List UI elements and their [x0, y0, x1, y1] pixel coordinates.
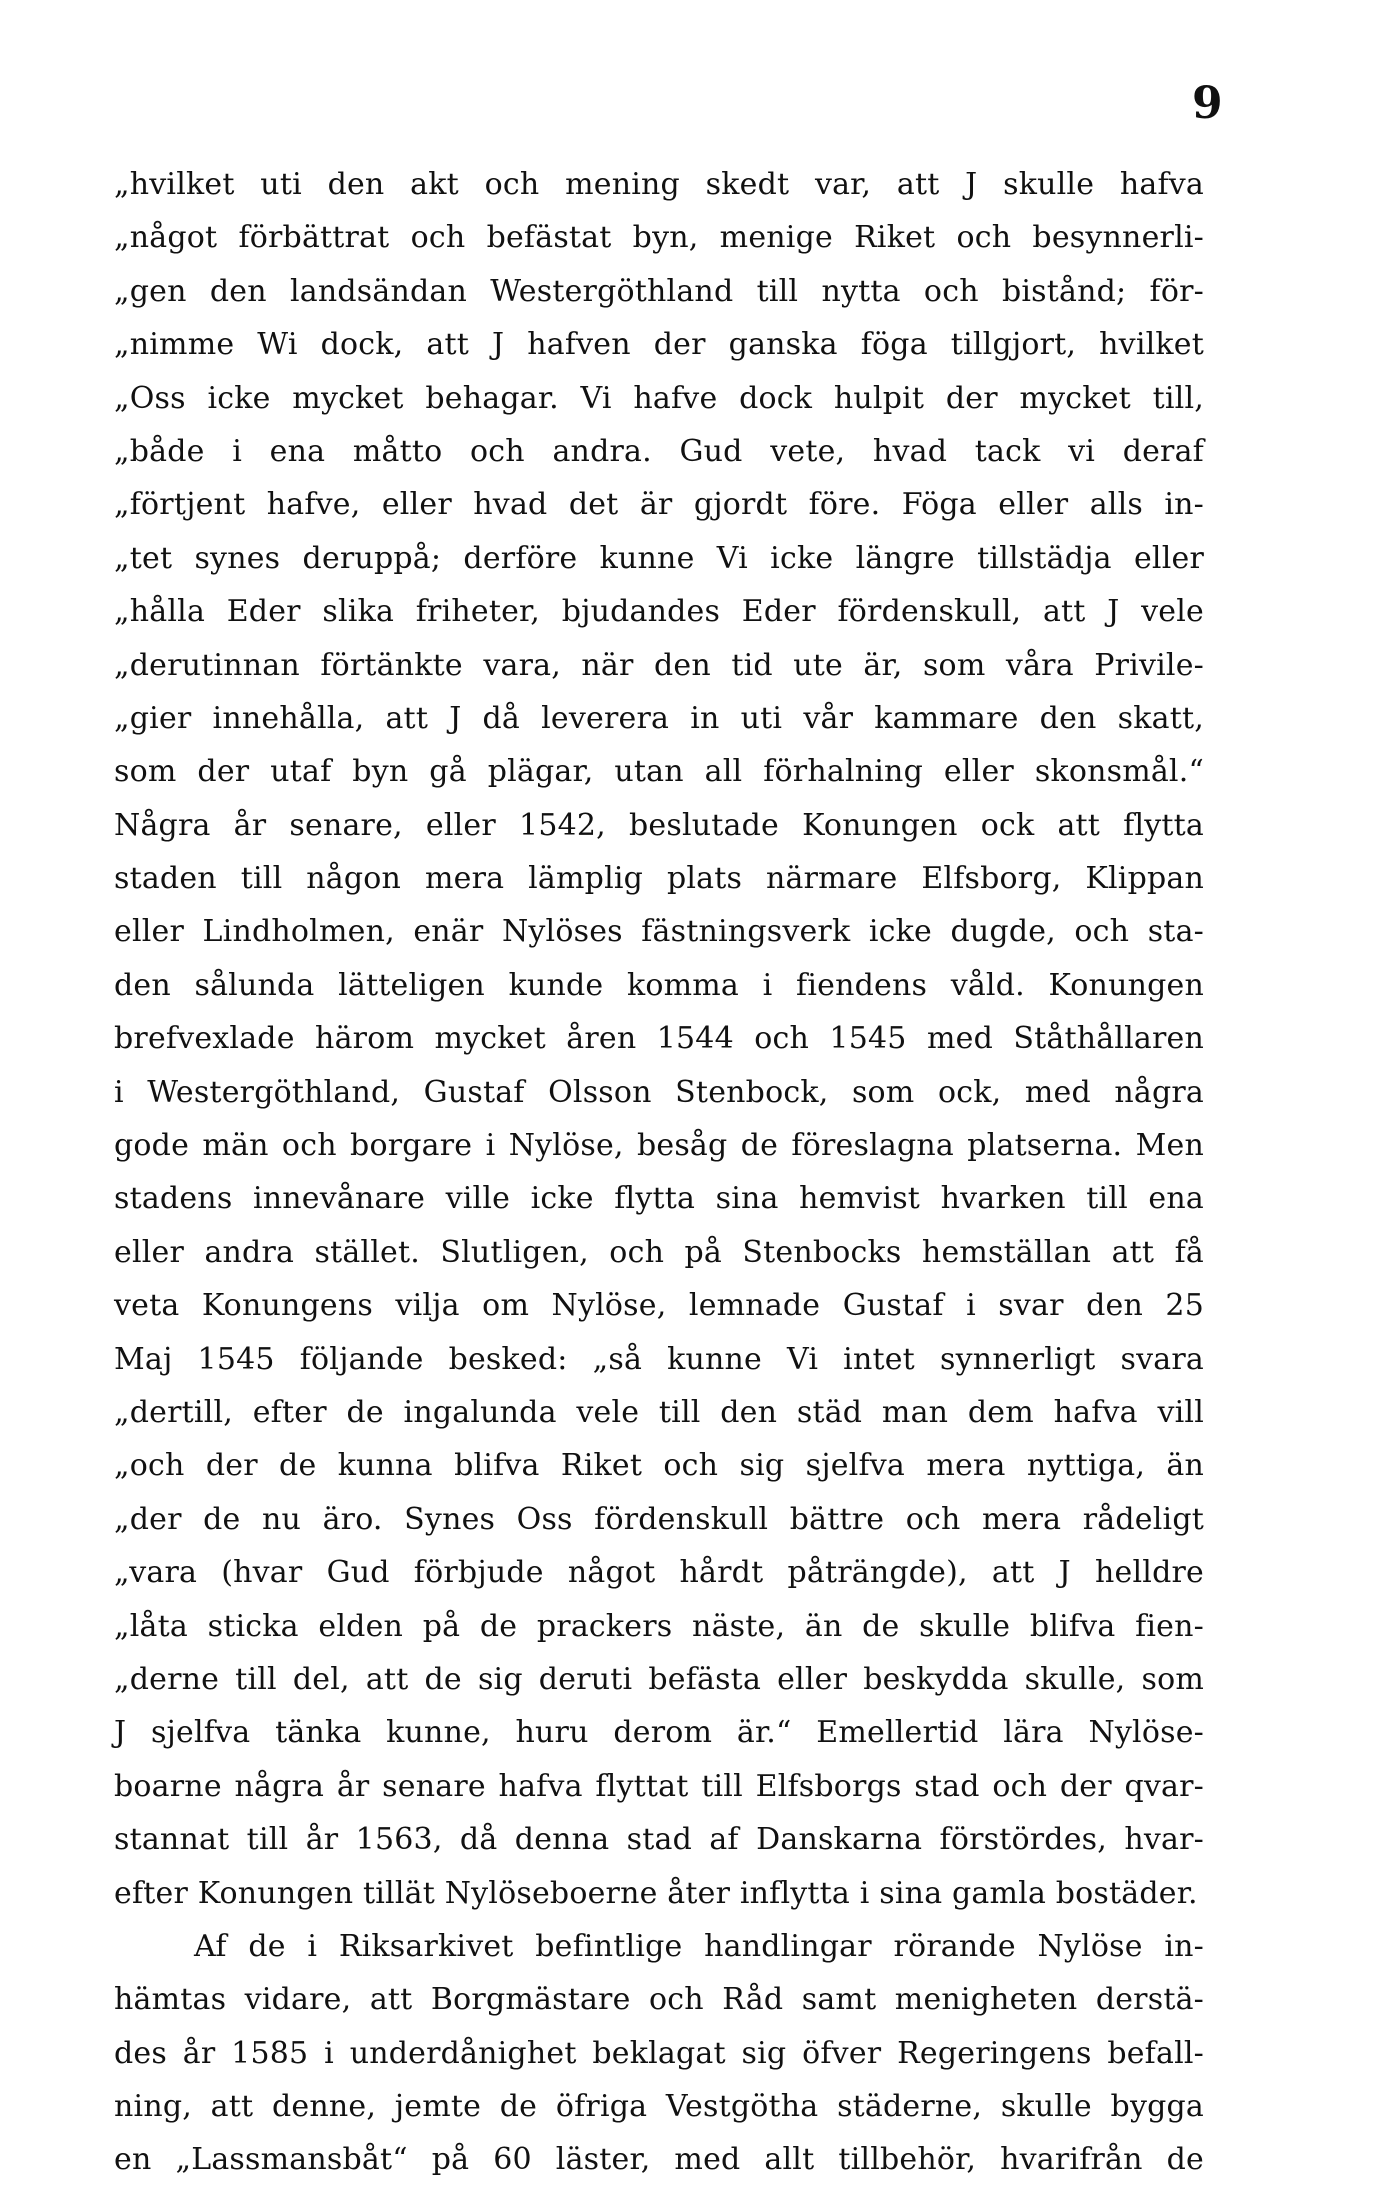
text-line: eller Lindholmen, enär Nylöses fästningsverk icke dugde, och sta- — [114, 914, 1204, 950]
text-line: boarne några år senare hafva flyttat till Elfsborgs stad och der qvar- — [114, 1768, 1204, 1804]
text-line: „gier innehålla, att J då leverera in uti vår kammare den skatt, — [114, 700, 1204, 736]
text-line: „derne till del, att de sig deruti befästa eller beskydda skulle, som — [114, 1661, 1204, 1697]
text-line: Af de i Riksarkivet befintlige handlingar rörande Nylöse in- — [194, 1928, 1204, 1964]
text-line: Maj 1545 följande besked: „så kunne Vi intet synnerligt svara — [114, 1341, 1204, 1377]
text-line: „något förbättrat och befästat byn, menige Riket och besynnerli- — [114, 220, 1204, 256]
text-line: stannat till år 1563, då denna stad af Danskarna förstördes, hvar- — [114, 1822, 1204, 1858]
text-line: brefvexlade härom mycket åren 1544 och 1545 med Ståthållaren — [114, 1021, 1204, 1057]
text-line: „nimme Wi dock, att J hafven der ganska föga tillgjort, hvilket — [114, 327, 1204, 363]
body-text — [114, 158, 1204, 2187]
text-line: en „Lassmansbåt“ på 60 läster, med allt tillbehör, hvarifrån de — [114, 2142, 1204, 2178]
text-line: gode män och borgare i Nylöse, besåg de föreslagna platserna. Men — [114, 1128, 1204, 1164]
text-line: J sjelfva tänka kunne, huru derom är.“ Emellertid lära Nylöse- — [114, 1715, 1204, 1751]
text-line: stadens innevånare ville icke flytta sina hemvist hvarken till ena — [114, 1181, 1204, 1217]
text-line: ning, att denne, jemte de öfriga Vestgötha städerne, skulle bygga — [114, 2089, 1204, 2125]
text-line: staden till någon mera lämplig plats närmare Elfsborg, Klippan — [114, 861, 1204, 897]
text-line: „der de nu äro. Synes Oss fördenskull bättre och mera rådeligt — [114, 1501, 1204, 1537]
text-line: hämtas vidare, att Borgmästare och Råd samt menigheten derstä- — [114, 1982, 1204, 2018]
text-line: veta Konungens vilja om Nylöse, lemnade Gustaf i svar den 25 — [114, 1288, 1204, 1324]
text-line: „tet synes deruppå; derföre kunne Vi icke längre tillstädja eller — [114, 540, 1204, 576]
text-line: Några år senare, eller 1542, beslutade Konungen ock att flytta — [114, 807, 1204, 843]
text-line: „Oss icke mycket behagar. Vi hafve dock hulpit der mycket till, — [114, 380, 1204, 416]
text-line: „derutinnan förtänkte vara, när den tid ute är, som våra Privile- — [114, 647, 1204, 683]
text-line: „förtjent hafve, eller hvad det är gjordt före. Föga eller alls in- — [114, 487, 1204, 523]
text-line: „hålla Eder slika friheter, bjudandes Eder fördenskull, att J vele — [114, 594, 1204, 630]
text-line: „gen den landsändan Westergöthland till nytta och bistånd; för- — [114, 273, 1204, 309]
text-line: i Westergöthland, Gustaf Olsson Stenbock, som ock, med några — [114, 1074, 1204, 1110]
text-line: eller andra stället. Slutligen, och på Stenbocks hemställan att få — [114, 1234, 1204, 1270]
text-line: „hvilket uti den akt och mening skedt var, att J skulle hafva — [114, 167, 1204, 202]
text-line: „låta sticka elden på de prackers näste, än de skulle blifva fien- — [114, 1608, 1204, 1644]
text-line: „och der de kunna blifva Riket och sig sjelfva mera nyttiga, än — [114, 1448, 1204, 1484]
text-line: „både i ena måtto och andra. Gud vete, hvad tack vi deraf — [114, 433, 1204, 469]
text-line: „dertill, efter de ingalunda vele till den städ man dem hafva vill — [114, 1394, 1204, 1430]
text-line: des år 1585 i underdånighet beklagat sig öfver Regeringens befall- — [114, 2035, 1204, 2071]
text-line: den sålunda lätteligen kunde komma i fiendens våld. Konungen — [114, 967, 1204, 1003]
text-line: „vara (hvar Gud förbjude något hårdt påträngde), att J helldre — [114, 1555, 1204, 1591]
text-line: efter Konungen tillät Nylöseboerne åter inflytta i sina gamla bostäder. — [114, 1875, 1198, 1911]
page-number: 9 — [1192, 78, 1223, 129]
text-line: som der utaf byn gå plägar, utan all förhalning eller skonsmål.“ — [114, 754, 1204, 790]
